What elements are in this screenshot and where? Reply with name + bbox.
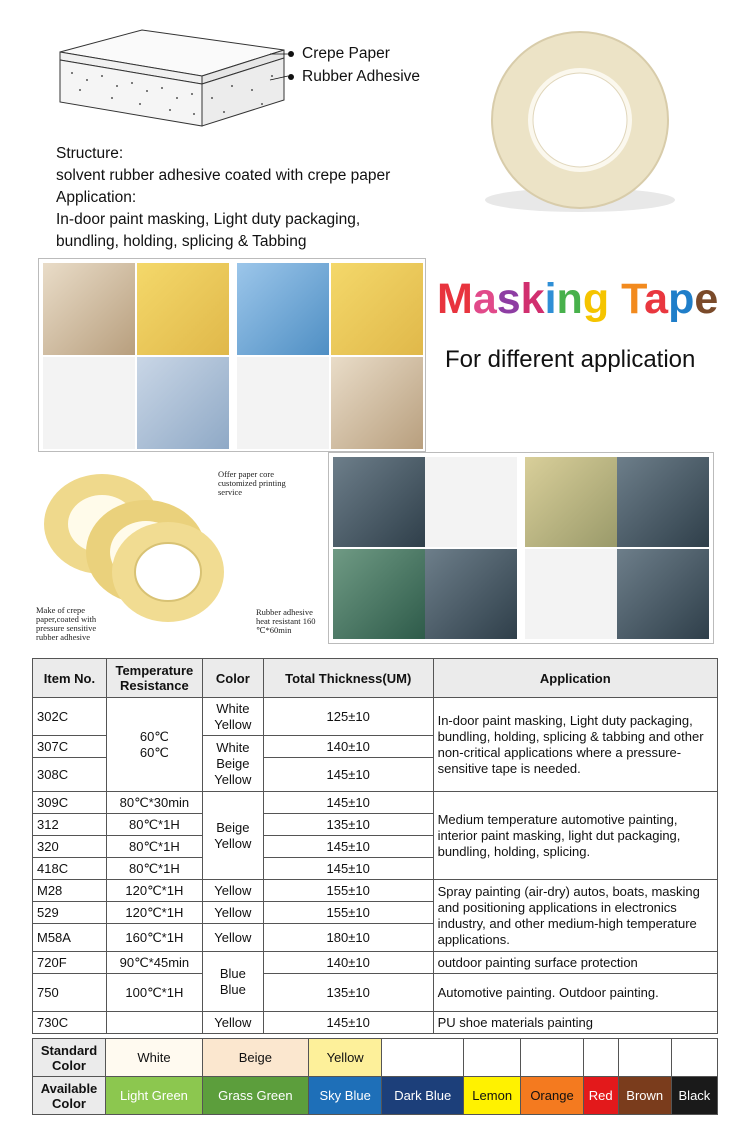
structure-line: bundling, holding, splicing & Tabbing [56, 233, 307, 250]
cell-thickness: 145±10 [263, 792, 433, 814]
title-letter: M [437, 275, 473, 323]
cell-temp: 90℃*45min [106, 952, 202, 974]
cell-item: 312 [33, 814, 107, 836]
cell-item: M28 [33, 880, 107, 902]
cell-color: Yellow [202, 1012, 263, 1034]
standard-swatch [671, 1039, 717, 1077]
annotation-core: Offer paper core customized printing service [218, 469, 286, 497]
photo-ceiling-trim [237, 263, 329, 355]
standard-swatch: Beige [202, 1039, 308, 1077]
photo-bus-masking [525, 457, 617, 547]
label-crepe-paper: Crepe Paper [288, 45, 390, 63]
cell-application: PU shoe materials painting [433, 1012, 717, 1034]
photo-car-wrapped [425, 549, 517, 639]
photo-car-polish [333, 457, 425, 547]
cell-temp: 80℃*1H [106, 836, 202, 858]
title-letter: g [582, 275, 610, 323]
application-photo-grid-2 [328, 452, 714, 644]
photo-car-spray [333, 549, 425, 639]
title-letter: s [496, 275, 521, 323]
title-letter: p [668, 275, 695, 323]
title-letter [609, 275, 621, 323]
cell-item: 308C [33, 758, 107, 792]
cell-temp: 120℃*1H [106, 902, 202, 924]
available-swatch: Dark Blue [382, 1077, 464, 1115]
standard-swatch [583, 1039, 618, 1077]
title-letter: e [694, 275, 719, 323]
available-swatch: Black [671, 1077, 717, 1115]
page-subtitle: For different application [445, 346, 696, 373]
available-swatch: Sky Blue [308, 1077, 382, 1115]
cell-color: Beige Yellow [202, 792, 263, 880]
cell-temp: 60℃ 60℃ [106, 698, 202, 792]
cell-thickness: 155±10 [263, 880, 433, 902]
cell-color: White Yellow [202, 698, 263, 736]
page-title [437, 275, 718, 324]
header-item-no: Item No. [33, 659, 107, 698]
available-swatch: Lemon [464, 1077, 521, 1115]
cell-application: Automotive painting. Outdoor painting. [433, 974, 717, 1012]
cell-item: M58A [33, 924, 107, 952]
cell-color: Yellow [202, 880, 263, 902]
cell-thickness: 145±10 [263, 858, 433, 880]
colors-table [32, 1038, 718, 1115]
cell-thickness: 140±10 [263, 952, 433, 974]
cell-item: 307C [33, 736, 107, 758]
cell-temp [106, 1012, 202, 1034]
photo-spray-booth [525, 549, 617, 639]
cell-thickness: 125±10 [263, 698, 433, 736]
cell-item: 309C [33, 792, 107, 814]
layer-diagram [52, 28, 292, 138]
cell-item: 320 [33, 836, 107, 858]
structure-line: In-door paint masking, Light duty packaging, [56, 211, 361, 228]
available-swatch: Orange [521, 1077, 583, 1115]
cell-temp: 80℃*30min [106, 792, 202, 814]
standard-swatch: White [106, 1039, 203, 1077]
photo-worker-tape [617, 549, 709, 639]
structure-line: Application: [56, 189, 137, 206]
header-thickness: Total Thickness(UM) [263, 659, 433, 698]
cell-application: outdoor painting surface protection [433, 952, 717, 974]
annotation-crepe: Make of crepe paper,coated with pressure sensitive rubber adhesive [36, 605, 97, 642]
standard-swatch [464, 1039, 521, 1077]
cell-thickness: 145±10 [263, 836, 433, 858]
cell-color: Yellow [202, 902, 263, 924]
title-letter: k [520, 275, 545, 323]
header-color: Color [202, 659, 263, 698]
cell-thickness: 135±10 [263, 814, 433, 836]
cell-item: 720F [33, 952, 107, 974]
title-letter: T [621, 275, 645, 323]
title-letter: a [472, 275, 497, 323]
available-swatch: Light Green [106, 1077, 203, 1115]
cell-thickness: 140±10 [263, 736, 433, 758]
available-swatch: Grass Green [202, 1077, 308, 1115]
label-rubber-adhesive: Rubber Adhesive [288, 68, 420, 86]
standard-swatch: Yellow [308, 1039, 382, 1077]
available-color-label: Available Color [33, 1077, 106, 1115]
standard-swatch [618, 1039, 671, 1077]
cell-color: Blue Blue [202, 952, 263, 1012]
structure-description [56, 143, 390, 253]
available-swatch: Brown [618, 1077, 671, 1115]
standard-swatch [521, 1039, 583, 1077]
photo-window-plastic [237, 357, 329, 449]
cell-thickness: 145±10 [263, 1012, 433, 1034]
cell-temp: 120℃*1H [106, 880, 202, 902]
header-application: Application [433, 659, 717, 698]
cell-item: 730C [33, 1012, 107, 1034]
cell-temp: 80℃*1H [106, 814, 202, 836]
cell-item: 302C [33, 698, 107, 736]
cell-thickness: 180±10 [263, 924, 433, 952]
cell-item: 418C [33, 858, 107, 880]
cell-temp: 80℃*1H [106, 858, 202, 880]
cell-item: 529 [33, 902, 107, 924]
structure-line: Structure: [56, 145, 124, 162]
photo-wall-strips [137, 263, 229, 355]
spec-table [32, 658, 718, 1034]
cell-thickness: 145±10 [263, 758, 433, 792]
title-letter: n [556, 275, 583, 323]
photo-door-masking [43, 263, 135, 355]
title-letter: a [644, 275, 669, 323]
cell-application: Spray painting (air-dry) autos, boats, masking and positioning applications in electronics industry, and other medium-high temperature applications. [433, 880, 717, 952]
cell-application: Medium temperature automotive painting, interior paint masking, light dut packaging, bundling, holding, splicing. [433, 792, 717, 880]
cell-thickness: 135±10 [263, 974, 433, 1012]
standard-swatch [382, 1039, 464, 1077]
photo-car-door [617, 457, 709, 547]
cell-temp: 100℃*1H [106, 974, 202, 1012]
title-letter: i [544, 275, 557, 323]
application-photo-grid-1 [38, 258, 426, 452]
photo-car-masked [425, 457, 517, 547]
cell-color: Yellow [202, 924, 263, 952]
photo-floor-tiles [43, 357, 135, 449]
tape-roll-image [470, 20, 690, 220]
cell-application: In-door paint masking, Light duty packaging, bundling, holding, splicing & tabbing and other non-critical applications where a pressure-sensitive tape is needed. [433, 698, 717, 792]
annotation-heat: Rubber adhesive heat resistant 160 ℃*60min [256, 607, 316, 635]
available-swatch: Red [583, 1077, 618, 1115]
cell-temp: 160℃*1H [106, 924, 202, 952]
photo-painter-wall [331, 263, 423, 355]
cell-thickness: 155±10 [263, 902, 433, 924]
cell-color: White Beige Yellow [202, 736, 263, 792]
structure-line: solvent rubber adhesive coated with crepe paper [56, 167, 391, 184]
header-temperature: Temperature Resistance [106, 659, 202, 698]
photo-window-masking [137, 357, 229, 449]
cell-item: 750 [33, 974, 107, 1012]
standard-color-label: Standard Color [33, 1039, 106, 1077]
photo-woman-tape [331, 357, 423, 449]
